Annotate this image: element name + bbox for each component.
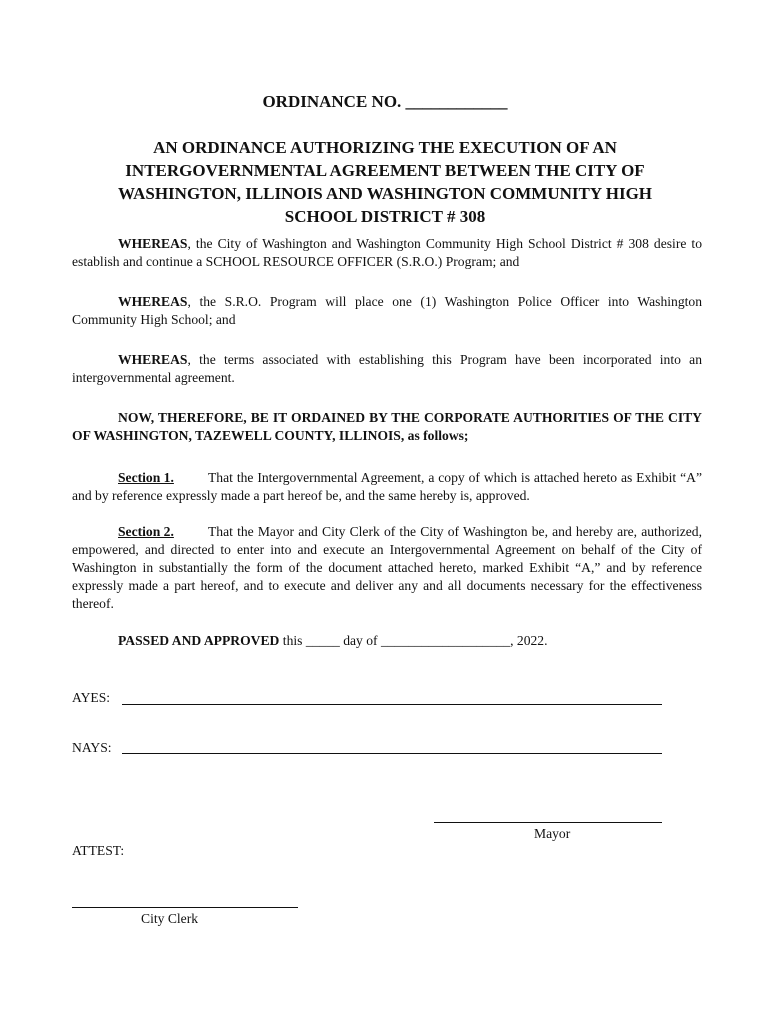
whereas-text: , the City of Washington and Washington Community High School District # 308 desire to establish and continue a SCHOOL RESOURCE OFFICER (S.R.O.) Program; and (72, 236, 702, 269)
now-therefore-clause (72, 409, 702, 445)
whereas-lead: WHEREAS (118, 294, 188, 309)
section-1-text: That the Intergovernmental Agreement, a copy of which is attached hereto as Exhibit “A” and by reference expressly made a part hereof be, and the same hereby is, approved. (72, 470, 702, 503)
section-1-paragraph (72, 469, 702, 505)
nays-line (122, 753, 662, 754)
attest-label: ATTEST: (72, 843, 125, 858)
whereas-paragraph-1 (72, 235, 702, 271)
passed-lead: PASSED AND APPROVED (118, 633, 280, 648)
whereas-paragraph-3 (72, 351, 702, 387)
ordinance-heading: AN ORDINANCE AUTHORIZING THE EXECUTION OF AN INTERGOVERNMENTAL AGREEMENT BETWEEN THE CITY OF WASHINGTON, ILLINOIS AND WASHINGTON COMMUNITY HIGH SCHOOL DISTRICT # 308 (117, 138, 653, 226)
whereas-text: , the S.R.O. Program will place one (1) Washington Police Officer into Washington Community High School; and (72, 294, 702, 327)
whereas-text: , the terms associated with establishing this Program have been incorporated into an intergovernmental agreement. (72, 352, 702, 385)
whereas-lead: WHEREAS (118, 352, 188, 367)
section-2-text: That the Mayor and City Clerk of the City of Washington be, and hereby are, authorized, empowered, and directed to enter into and execute an Intergovernmental Agreement on behalf of the City of Washington in substantially the form of the document attached hereto, marked Exhibit “A,” and by reference expressly made a part hereof, and to execute and deliver any and all documents necessary for the effectiveness thereof. (72, 524, 702, 611)
section-2-paragraph (72, 523, 702, 613)
city-clerk-label: City Clerk (141, 911, 199, 926)
section-2-label: Section 2. (118, 524, 174, 539)
mayor-label: Mayor (534, 826, 571, 841)
passed-approved-line (72, 632, 702, 650)
passed-text: this _____ day of ___________________, 2022. (279, 633, 548, 648)
ayes-label: AYES: (72, 690, 111, 705)
nays-label: NAYS: (72, 740, 112, 755)
ordinance-number-title: ORDINANCE NO. ____________ (262, 92, 508, 111)
clerk-signature-line (72, 907, 298, 908)
ayes-line (122, 704, 662, 705)
whereas-lead: WHEREAS (118, 236, 188, 251)
whereas-paragraph-2 (72, 293, 702, 329)
now-therefore-text: NOW, THEREFORE, BE IT ORDAINED BY THE CORPORATE AUTHORITIES OF THE CITY OF WASHINGTON, TAZEWELL COUNTY, ILLINOIS, as follows; (72, 410, 702, 443)
mayor-signature-line (434, 822, 662, 823)
section-1-label: Section 1. (118, 470, 174, 485)
